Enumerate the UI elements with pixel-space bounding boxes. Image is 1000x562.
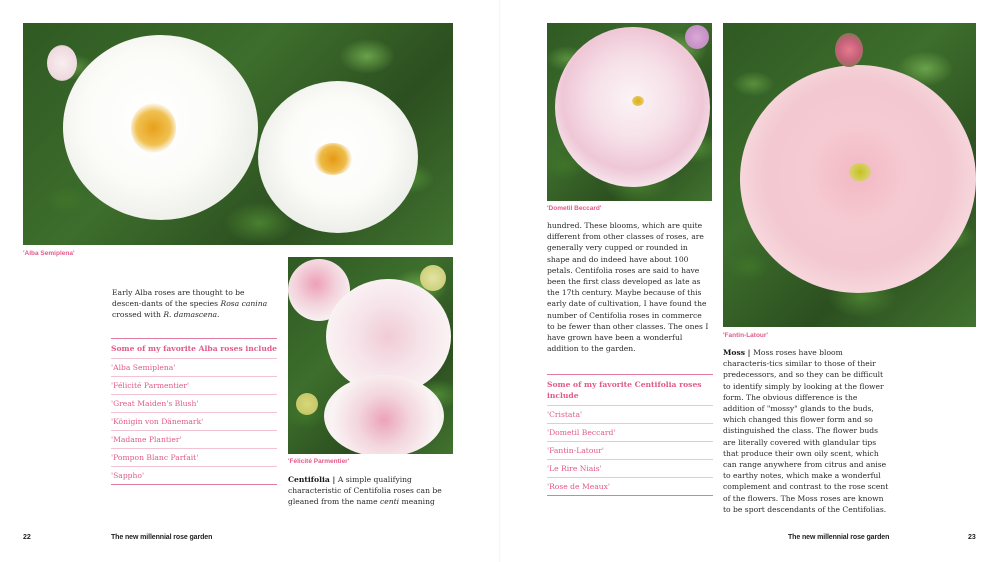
alba-semiplena-photo	[23, 23, 453, 245]
favorite-rose-item[interactable]: 'Pompon Blanc Parfait'	[111, 449, 277, 467]
favorite-alba-roses-list	[111, 338, 277, 485]
favorite-rose-item[interactable]: 'Alba Semiplena'	[111, 359, 277, 377]
favorite-rose-item[interactable]: 'Cristata'	[547, 406, 713, 424]
page-number: 22	[23, 534, 31, 541]
photo-caption: 'Alba Semiplena'	[23, 250, 75, 257]
favorite-rose-item[interactable]: 'Madame Plantier'	[111, 431, 277, 449]
dometil-beccard-photo	[547, 23, 712, 201]
fantin-latour-photo	[723, 23, 976, 327]
favorite-rose-item[interactable]: 'Fantin-Latour'	[547, 442, 713, 460]
centifolia-continued-paragraph: hundred. These blooms, which are quite different from other classes of roses, are generally very cupped or rounded in shape and do indeed have about 100 petals. Centifolia roses are said to have been the first class developed as late as the 17th century. Maybe because of this early date of cultivation, I have found the number of Centifolia roses in commerce to be fewer than other classes. The ones I have grown have been a wonderful addition to the garden.	[547, 221, 709, 354]
felicite-parmentier-photo	[288, 257, 453, 454]
favorite-centifolia-roses-list	[547, 374, 713, 496]
photo-caption: 'Dometil Beccard'	[547, 205, 602, 212]
centifolia-paragraph: Centifolia | A simple qualifying characteristic of Centifolia roses can be gleaned from the name centi meaning	[288, 475, 442, 507]
favorite-rose-item[interactable]: 'Le Rire Niais'	[547, 460, 713, 478]
right-page	[500, 0, 1000, 562]
running-title: The new millennial rose garden	[111, 534, 213, 541]
moss-paragraph: Moss | Moss roses have bloom characteris-tics similar to those of their predecessors, and so they can be difficult to identify simply by looking at the flower form. The obvious difference is the addition of "mossy" glands to the buds, which changed this flower form and so distinguished the class. The flower buds are literally covered with glandular tips that produce their own oily scent, which can range anywhere from citrus and anise to earthy notes, which make a wonderful complement and contrast to the rose scent of the flowers. The Moss roses are known to be sport descendants of the Centifolias.	[723, 348, 889, 514]
favorite-rose-item[interactable]: 'Rose de Meaux'	[547, 482, 611, 491]
photo-caption: 'Fantin-Latour'	[723, 332, 768, 339]
favorite-rose-item[interactable]: 'Königin von Dänemark'	[111, 413, 277, 431]
page-number: 23	[968, 534, 976, 541]
alba-intro-paragraph: Early Alba roses are thought to be descen-dants of the species Rosa canina crossed with R. damascena.	[112, 288, 268, 320]
favorite-rose-item[interactable]: 'Félicité Parmentier'	[111, 377, 277, 395]
favorite-rose-item[interactable]: 'Dometil Beccard'	[547, 424, 713, 442]
running-title: The new millennial rose garden	[788, 534, 890, 541]
favorites-heading: Some of my favorite Alba roses include	[111, 339, 277, 359]
photo-caption: 'Félicité Parmentier'	[288, 458, 350, 465]
favorite-rose-item[interactable]: 'Great Maiden's Blush'	[111, 395, 277, 413]
favorite-rose-item[interactable]: 'Sappho'	[111, 471, 145, 480]
favorites-heading: Some of my favorite Centifolia roses include	[547, 375, 713, 406]
